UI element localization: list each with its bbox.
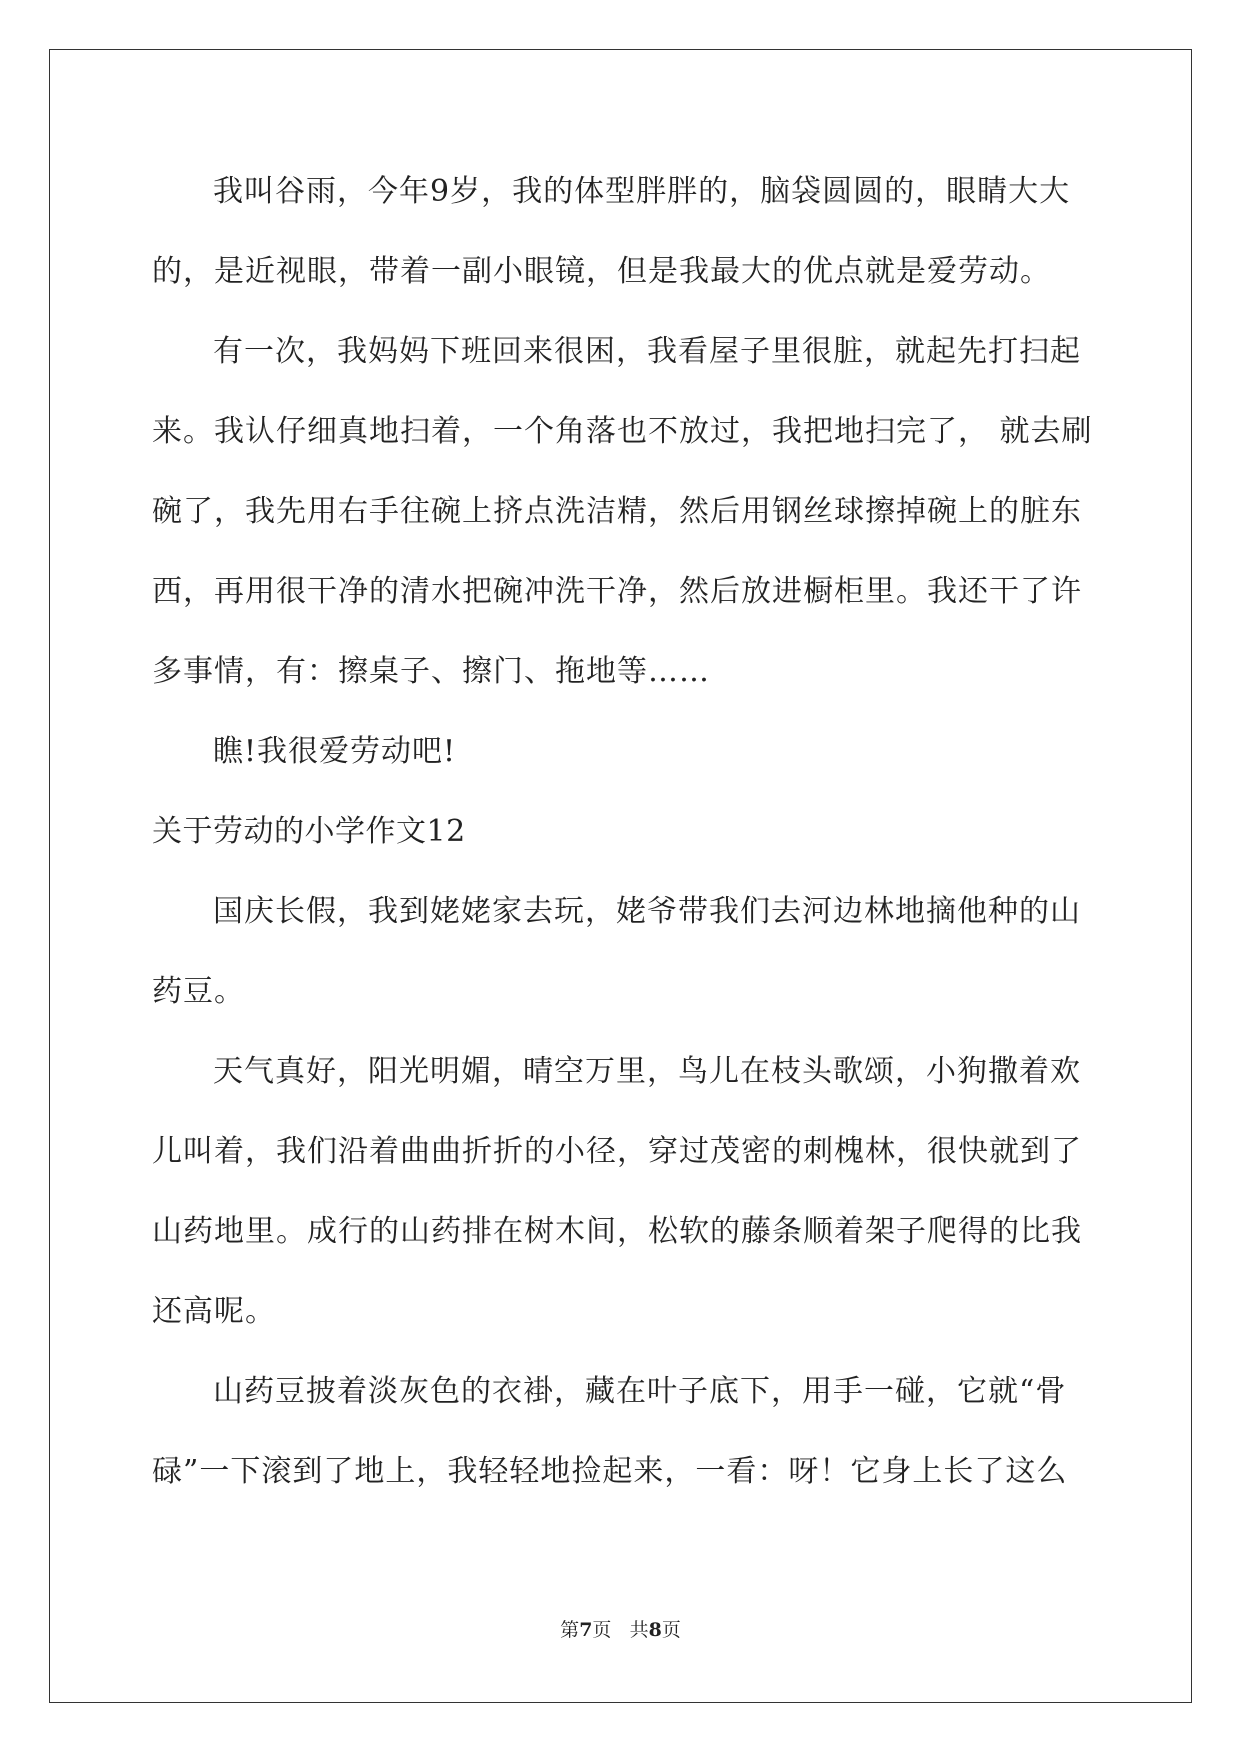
paragraph-line: 碗了，我先用右手往碗上挤点洗洁精，然后用钢丝球擦掉碗上的脏东 xyxy=(152,494,1082,529)
paragraph-line: 碌”一下滚到了地上，我轻轻地捡起来，一看：呀！它身上长了这么 xyxy=(152,1454,1068,1489)
paragraph-line: 天气真好，阳光明媚，晴空万里，鸟儿在枝头歌颂，小狗撒着欢 xyxy=(213,1054,1081,1089)
paragraph-line: 还高呢。 xyxy=(152,1294,276,1329)
section-heading: 关于劳动的小学作文12 xyxy=(152,814,466,849)
paragraph-line: 国庆长假，我到姥姥家去玩，姥爷带我们去河边林地摘他种的山 xyxy=(213,894,1081,929)
paragraph-line: 西，再用很干净的清水把碗冲洗干净，然后放进橱柜里。我还干了许 xyxy=(152,574,1082,609)
footer-total-suffix: 页 xyxy=(661,1619,681,1641)
footer-page-prefix: 第 xyxy=(560,1619,580,1641)
paragraph-line: 药豆。 xyxy=(152,974,245,1009)
paragraph-line: 来。我认仔细真地扫着，一个角落也不放过，我把地扫完了， 就去刷 xyxy=(152,414,1093,449)
footer-total-prefix: 共 xyxy=(629,1619,649,1641)
paragraph-line: 儿叫着，我们沿着曲曲折折的小径，穿过茂密的刺槐林，很快就到了 xyxy=(152,1134,1082,1169)
paragraph-line: 山药豆披着淡灰色的衣褂，藏在叶子底下，用手一碰，它就“骨 xyxy=(213,1374,1067,1409)
paragraph-line: 我叫谷雨，今年9岁，我的体型胖胖的，脑袋圆圆的，眼睛大大 xyxy=(213,174,1071,209)
paragraph-line: 山药地里。成行的山药排在树木间，松软的藤条顺着架子爬得的比我 xyxy=(152,1214,1082,1249)
page-footer xyxy=(0,1618,1241,1642)
paragraph-line: 瞧!我很爱劳动吧! xyxy=(213,734,457,769)
footer-page-suffix: 页 xyxy=(592,1619,612,1641)
paragraph-line: 多事情，有：擦桌子、擦门、拖地等…… xyxy=(152,654,710,689)
footer-total-number: 8 xyxy=(648,1619,662,1641)
paragraph-line: 的，是近视眼，带着一副小眼镜，但是我最大的优点就是爱劳动。 xyxy=(152,254,1051,289)
footer-page-number: 7 xyxy=(579,1619,593,1641)
paragraph-line: 有一次，我妈妈下班回来很困，我看屋子里很脏，就起先打扫起 xyxy=(213,334,1081,369)
